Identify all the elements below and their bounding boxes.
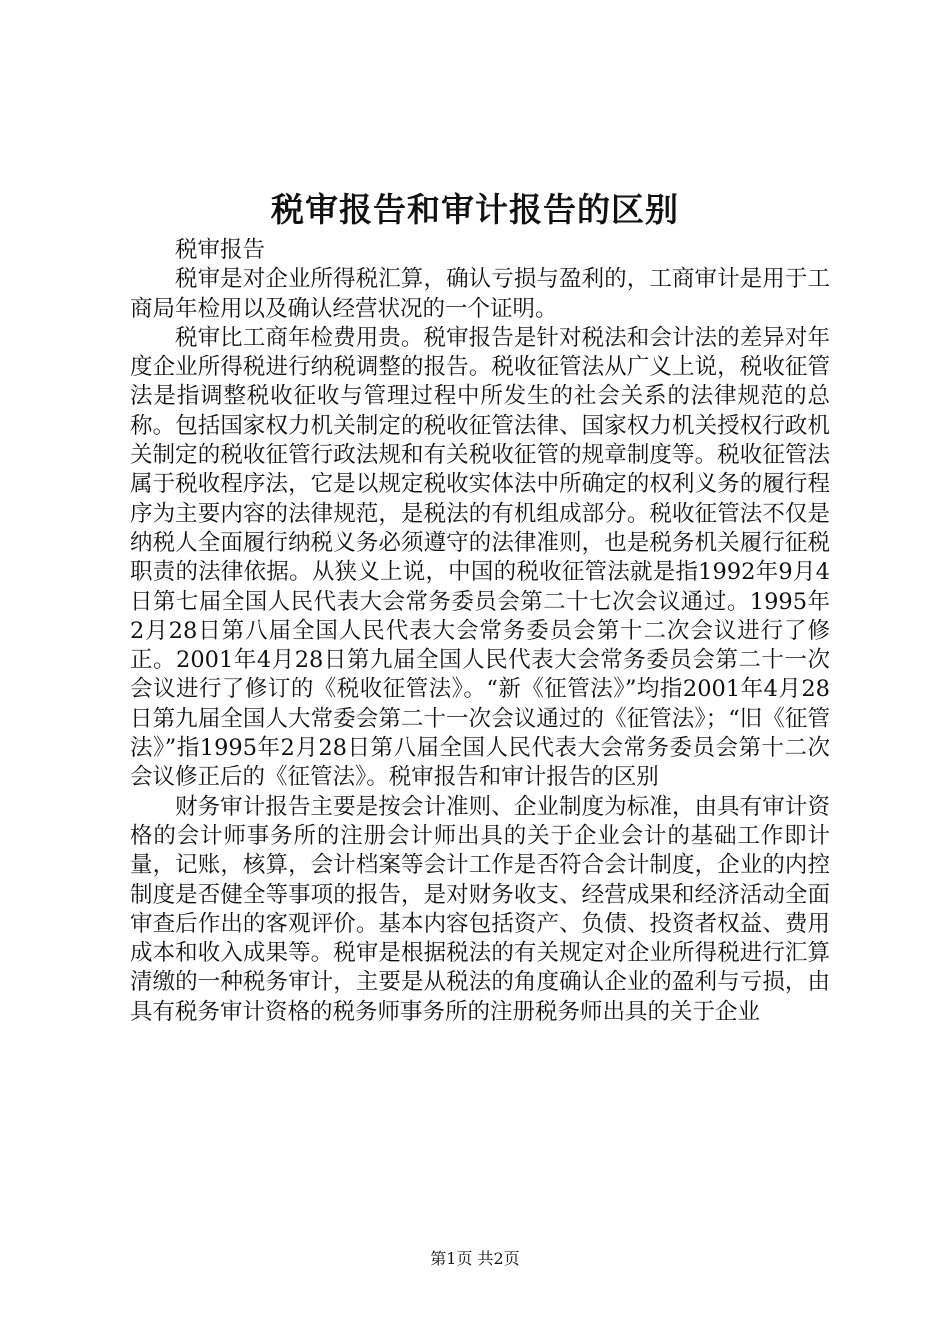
- document-body: [130, 236, 830, 1027]
- paragraph: 财务审计报告主要是按会计准则、企业制度为标准，由具有审计资格的会计师事务所的注册会计师出具的关于企业会计的基础工作即计量，记账，核算，会计档案等会计工作是否符合会计制度，企业的内控制度是否健全等事项的报告，是对财务收支、经营成果和经济活动全面审查后作出的客观评价。基本内容包括资产、负债、投资者权益、费用成本和收入成果等。税审是根据税法的有关规定对企业所得税进行汇算清缴的一种税务审计，主要是从税法的角度确认企业的盈利与亏损，由具有税务审计资格的税务师事务所的注册税务师出具的关于企业: [130, 793, 830, 1025]
- document-title: 税审报告和审计报告的区别: [271, 190, 679, 229]
- page-footer: 第1页 共2页: [430, 1249, 520, 1268]
- paragraph: 税审是对企业所得税汇算，确认亏损与盈利的，工商审计是用于工商局年检用以及确认经营状况的一个证明。: [130, 266, 830, 322]
- paragraph: 税审比工商年检费用贵。税审报告是针对税法和会计法的差异对年度企业所得税进行纳税调整的报告。税收征管法从广义上说，税收征管法是指调整税收征收与管理过程中所发生的社会关系的法律规范的总称。包括国家权力机关制定的税收征管法律、国家权力机关授权行政机关制定的税收征管行政法规和有关税收征管的规章制度等。税收征管法属于税收程序法，它是以规定税收实体法中所确定的权利义务的履行程序为主要内容的法律规范，是税法的有机组成部分。税收征管法不仅是纳税人全面履行纳税义务必须遵守的法律准则，也是税务机关履行征税职责的法律依据。从狭义上说，中国的税收征管法就是指1992年9月4日第七届全国人民代表大会常务委员会第二十七次会议通过。1995年2月28日第八届全国人民代表大会常务委员会第十二次会议进行了修正。2001年4月28日第九届全国人民代表大会常务委员会第二十一次会议进行了修订的《税收征管法》。“新《征管法》”均指2001年4月28日第九届全国人大常委会第二十一次会议通过的《征管法》；“旧《征管法》”指1995年2月28日第八届全国人民代表大会常务委员会第十二次会议修正后的《征管法》。税审报告和审计报告的区别: [130, 324, 830, 791]
- paragraph-heading: 税审报告: [175, 237, 266, 263]
